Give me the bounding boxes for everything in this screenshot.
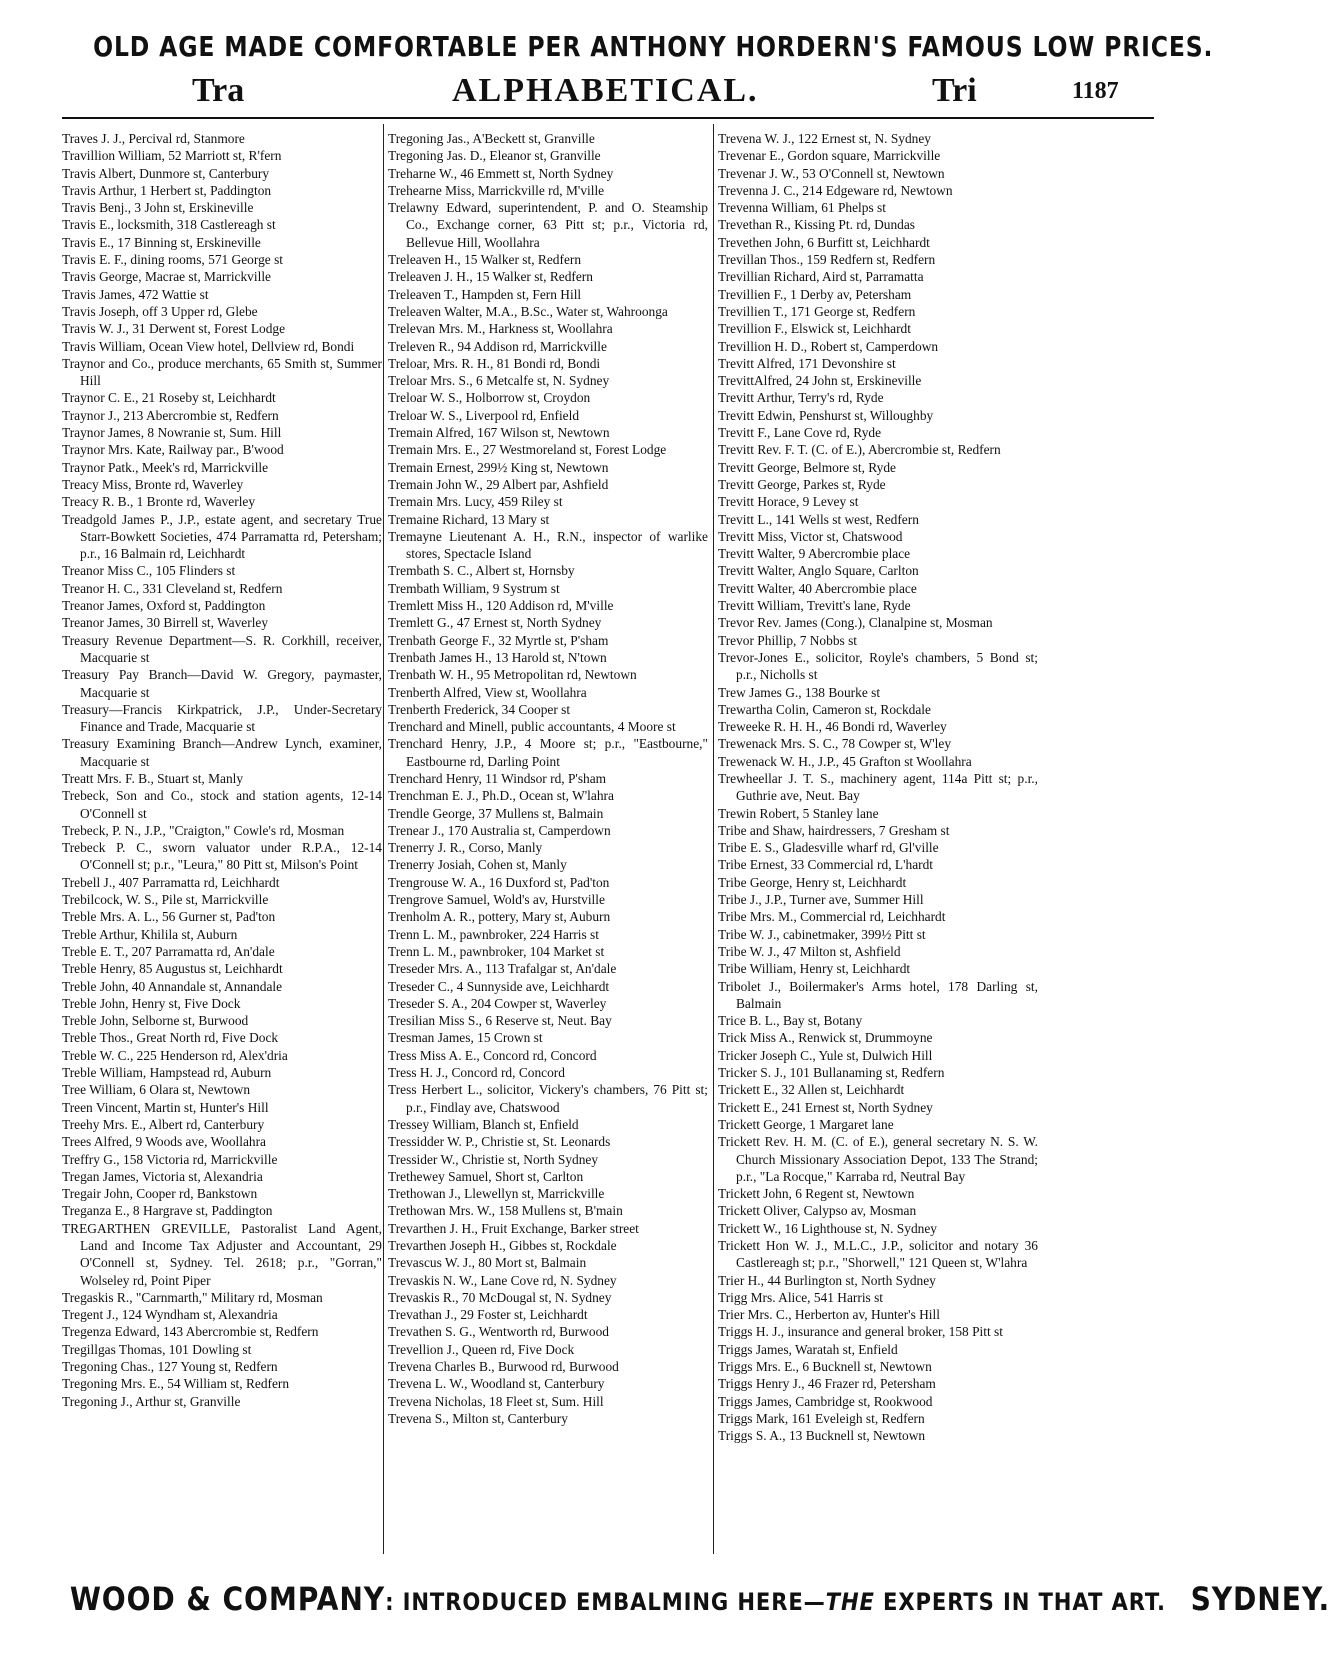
column-divider [383, 124, 384, 1554]
directory-entry: Trengrouse W. A., 16 Duxford st, Pad'ton [388, 874, 610, 890]
directory-entry: Trenchard Henry, J.P., 4 Moore st; p.r., "Eastbourne," Eastbourne rd, Darling Point [388, 736, 708, 769]
directory-entry: Trevethan R., Kissing Pt. rd, Dundas [718, 217, 916, 233]
directory-entry: Tregoning Jas., A'Beckett st, Granville [388, 131, 595, 146]
directory-entry: Trewenack Mrs. S. C., 78 Cowper st, W'ley [718, 736, 952, 752]
directory-entry: TREGARTHEN GREVILLE, Pastoralist Land Agent, Land and Income Tax Adjuster and Accountant, 29 O'Connell st, Sydney. Tel. 2618; p.r., "Gorran," Wolseley rd, Point Piper [62, 1220, 382, 1288]
directory-entry: Treble William, Hampstead rd, Auburn [62, 1065, 272, 1081]
directory-entry: Tribe J., J.P., Turner ave, Summer Hill [718, 892, 924, 908]
directory-entry: Tremaine Richard, 13 Mary st [388, 511, 550, 527]
directory-entry: Tribe W. J., cabinetmaker, 399½ Pitt st [718, 926, 926, 942]
directory-entry: Trevellion J., Queen rd, Five Dock [388, 1341, 575, 1357]
directory-entry: Treseder C., 4 Sunnyside ave, Leichhardt [388, 978, 610, 994]
directory-entry: Tresilian Miss S., 6 Reserve st, Neut. Bay [388, 1013, 612, 1029]
directory-entry: Trenn L. M., pawnbroker, 224 Harris st [388, 926, 599, 942]
header-title: ALPHABETICAL. [452, 72, 759, 109]
directory-entry: Triggs Henry J., 46 Frazer rd, Petersham [718, 1376, 936, 1392]
bottom-advertisement-banner [69, 1580, 1330, 1618]
directory-entry: Tregoning Mrs. E., 54 William st, Redfern [62, 1376, 290, 1392]
directory-entry: Triggs Mrs. E., 6 Bucknell st, Newtown [718, 1359, 932, 1375]
directory-entry: Tregenza Edward, 143 Abercrombie st, Redfern [62, 1324, 319, 1340]
page-number: 1187 [1072, 78, 1119, 104]
directory-entry: Trees Alfred, 9 Woods ave, Woollahra [62, 1134, 267, 1150]
directory-entry: Trevena L. W., Woodland st, Canterbury [388, 1376, 605, 1392]
directory-entry: Trevitt Walter, 9 Abercrombie place [718, 546, 911, 562]
directory-entry: Trevascus W. J., 80 Mort st, Balmain [388, 1255, 587, 1271]
directory-entry: Triggs James, Cambridge st, Rookwood [718, 1393, 933, 1409]
directory-entry: Trevitt Walter, Anglo Square, Carlton [718, 563, 919, 579]
header-divider [62, 117, 1154, 119]
header-right-guide-word: Tri [932, 72, 977, 109]
directory-entry: Trevena Nicholas, 18 Fleet st, Sum. Hill [388, 1393, 604, 1409]
directory-entry: Trewin Robert, 5 Stanley lane [718, 805, 879, 821]
directory-entry: Treasury Revenue Department—S. R. Corkhill, receiver, Macquarie st [62, 632, 382, 665]
directory-entry: Tregoning J., Arthur st, Granville [62, 1393, 241, 1409]
directory-entry: Trevitt Walter, 40 Abercrombie place [718, 580, 917, 596]
directory-entry: Tremain Mrs. E., 27 Westmoreland st, Forest Lodge [388, 442, 667, 458]
directory-entry: Treble Arthur, Khilila st, Auburn [62, 926, 238, 942]
directory-entry: Trickett W., 16 Lighthouse st, N. Sydney [718, 1220, 937, 1236]
directory-entry: Tressidder W. P., Christie st, St. Leonards [388, 1134, 611, 1150]
directory-entry: Traynor James, 8 Nowranie st, Sum. Hill [62, 425, 282, 441]
directory-entry: Travis James, 472 Wattie st [62, 286, 209, 302]
directory-entry: Trickett Rev. H. M. (C. of E.), general secretary N. S. W. Church Missionary Association Depot, 133 The Strand; p.r., "La Rocque," Karraba rd, Neutral Bay [718, 1134, 1038, 1184]
directory-entry: Trebeck, Son and Co., stock and station agents, 12-14 O'Connell st [62, 788, 382, 821]
directory-entry: Treanor H. C., 331 Cleveland st, Redfern [62, 580, 283, 596]
directory-entry: Tressider W., Christie st, North Sydney [388, 1151, 599, 1167]
directory-entry: Trengrove Samuel, Wold's av, Hurstville [388, 892, 605, 908]
directory-entry: Trice B. L., Bay st, Botany [718, 1013, 863, 1029]
directory-entry: Treble W. C., 225 Henderson rd, Alex'dria [62, 1047, 288, 1063]
directory-entry: Trevillien F., 1 Derby av, Petersham [718, 286, 912, 302]
directory-entry: Trevathen S. G., Wentworth rd, Burwood [388, 1324, 609, 1340]
directory-entry: Trethowan Mrs. W., 158 Mullens st, B'main [388, 1203, 623, 1219]
directory-entry: Trevitt Miss, Victor st, Chatswood [718, 528, 903, 544]
directory-entry: Trevathan J., 29 Foster st, Leichhardt [388, 1307, 588, 1323]
directory-entry: Treleaven T., Hampden st, Fern Hill [388, 286, 582, 302]
page-header [62, 72, 1152, 108]
directory-entry: Trenerry J. R., Corso, Manly [388, 840, 543, 856]
directory-entry: Triggs S. A., 13 Bucknell st, Newtown [718, 1428, 926, 1444]
directory-entry: Trevaskis R., 70 McDougal st, N. Sydney [388, 1289, 612, 1305]
directory-entry: Trevitt Edwin, Penshurst st, Willoughby [718, 407, 934, 423]
directory-entry: Traynor Mrs. Kate, Railway par., B'wood [62, 442, 284, 458]
directory-entry: Trevillion H. D., Robert st, Camperdown [718, 338, 939, 354]
directory-entry: Treweeke R. H. H., 46 Bondi rd, Waverley [718, 719, 947, 735]
directory-entry: Treseder Mrs. A., 113 Trafalgar st, An'dale [388, 961, 617, 977]
directory-entry: Tress Herbert L., solicitor, Vickery's chambers, 76 Pitt st; p.r., Findlay ave, Chatswood [388, 1082, 708, 1115]
advertiser-name: WOOD & COMPANY [69, 1580, 386, 1618]
directory-entry: Tregan James, Victoria st, Alexandria [62, 1168, 263, 1184]
directory-entry: Trebell J., 407 Parramatta rd, Leichhardt [62, 874, 280, 890]
directory-entry: Trembath William, 9 Systrum st [388, 580, 560, 596]
directory-entry: Tree William, 6 Olara st, Newtown [62, 1082, 251, 1098]
directory-entry: Trevenna William, 61 Phelps st [718, 200, 886, 216]
directory-entry: Travis E., 17 Binning st, Erskineville [62, 234, 261, 250]
directory-entry: Trewenack W. H., J.P., 45 Grafton st Woollahra [718, 753, 972, 769]
directory-entry: Trevenar E., Gordon square, Marrickville [718, 148, 941, 164]
directory-entry: Trevillian Richard, Aird st, Parramatta [718, 269, 924, 285]
directory-entry: Trethowan J., Llewellyn st, Marrickville [388, 1186, 605, 1202]
directory-entry: Tress Miss A. E., Concord rd, Concord [388, 1047, 597, 1063]
directory-column-3 [718, 130, 1038, 1445]
directory-entry: Trevor Rev. James (Cong.), Clanalpine st, Mosman [718, 615, 993, 631]
directory-entry: Trenear J., 170 Australia st, Camperdown [388, 822, 611, 838]
directory-entry: Travis Benj., 3 John st, Erskineville [62, 200, 254, 216]
directory-entry: Trevitt William, Trevitt's lane, Ryde [718, 598, 911, 614]
directory-entry: Trickett John, 6 Regent st, Newtown [718, 1186, 915, 1202]
advertiser-city: SYDNEY. [1190, 1580, 1330, 1618]
directory-entry: Tricker Joseph C., Yule st, Dulwich Hill [718, 1047, 933, 1063]
directory-entry: Treleaven Walter, M.A., B.Sc., Water st, Wahroonga [388, 303, 668, 319]
directory-entry: Trevenar J. W., 53 O'Connell st, Newtown [718, 165, 945, 181]
directory-entry: Trevor Phillip, 7 Nobbs st [718, 632, 858, 648]
directory-entry: Trevena W. J., 122 Ernest st, N. Sydney [718, 131, 932, 146]
directory-entry: Trebeck P. C., sworn valuator under R.P.A., 12-14 O'Connell st; p.r., "Leura," 80 Pitt st, Milson's Point [62, 840, 382, 873]
directory-entry: Trevillan Thos., 159 Redfern st, Redfern [718, 252, 936, 268]
directory-entry: Trenchard Henry, 11 Windsor rd, P'sham [388, 770, 607, 786]
advertisement-text: : INTRODUCED EMBALMING HERE— [385, 1588, 826, 1616]
directory-entry: Traves J. J., Percival rd, Stanmore [62, 131, 245, 146]
directory-entry: Treganza E., 8 Hargrave st, Paddington [62, 1203, 273, 1219]
directory-entry: Triggs Mark, 161 Eveleigh st, Redfern [718, 1410, 925, 1426]
directory-entry: Tribe and Shaw, hairdressers, 7 Gresham st [718, 822, 950, 838]
directory-entry: Tribe Ernest, 33 Commercial rd, L'hardt [718, 857, 934, 873]
directory-entry: Trenn L. M., pawnbroker, 104 Market st [388, 943, 605, 959]
directory-entry: Trick Miss A., Renwick st, Drummoyne [718, 1030, 933, 1046]
directory-entry: Tregoning Jas. D., Eleanor st, Granville [388, 148, 601, 164]
directory-entry: Trenchman E. J., Ph.D., Ocean st, W'lahra [388, 788, 614, 804]
directory-entry: Trenholm A. R., pottery, Mary st, Auburn [388, 909, 611, 925]
advertisement-emphasis: THE [825, 1588, 875, 1616]
directory-entry: Trebeck, P. N., J.P., "Craigton," Cowle's rd, Mosman [62, 822, 345, 838]
directory-entry: Triggs H. J., insurance and general broker, 158 Pitt st [718, 1324, 1003, 1340]
directory-entry: Treloar W. S., Holborrow st, Croydon [388, 390, 591, 406]
directory-entry: Trickett George, 1 Margaret lane [718, 1116, 894, 1132]
directory-entry: Treloar, Mrs. R. H., 81 Bondi rd, Bondi [388, 355, 601, 371]
directory-entry: Treloar Mrs. S., 6 Metcalfe st, N. Sydney [388, 373, 610, 389]
directory-entry: Trevitt F., Lane Cove rd, Ryde [718, 425, 882, 441]
directory-entry: Tremlett Miss H., 120 Addison rd, M'ville [388, 598, 614, 614]
directory-entry: Trenerry Josiah, Cohen st, Manly [388, 857, 567, 873]
directory-entry: Treble Henry, 85 Augustus st, Leichhardt [62, 961, 283, 977]
directory-entry: Trier H., 44 Burlington st, North Sydney [718, 1272, 936, 1288]
directory-entry: Tress H. J., Concord rd, Concord [388, 1065, 565, 1081]
directory-entry: Tremain Mrs. Lucy, 459 Riley st [388, 494, 563, 510]
directory-entry: Treseder S. A., 204 Cowper st, Waverley [388, 995, 607, 1011]
directory-entry: Trickett Oliver, Calypso av, Mosman [718, 1203, 917, 1219]
directory-entry: Traynor Patk., Meek's rd, Marrickville [62, 459, 269, 475]
directory-entry: Tregaskis R., "Carnmarth," Military rd, Mosman [62, 1289, 323, 1305]
directory-entry: Trevethen John, 6 Burfitt st, Leichhardt [718, 234, 930, 250]
directory-entry: Travillion William, 52 Marriott st, R'fern [62, 148, 282, 164]
directory-entry: Trendle George, 37 Mullens st, Balmain [388, 805, 604, 821]
directory-entry: Trenberth Alfred, View st, Woollahra [388, 684, 587, 700]
directory-entry: Trewheellar J. T. S., machinery agent, 114a Pitt st; p.r., Guthrie ave, Neut. Bay [718, 770, 1038, 804]
directory-entry: Trewartha Colin, Cameron st, Rockdale [718, 701, 931, 717]
directory-entry: Treatt Mrs. F. B., Stuart st, Manly [62, 770, 244, 786]
directory-entry: Travis Arthur, 1 Herbert st, Paddington [62, 182, 272, 198]
directory-entry: Travis E., locksmith, 318 Castlereagh st [62, 217, 276, 233]
directory-entry: Treacy Miss, Bronte rd, Waverley [62, 476, 244, 492]
directory-entry: Treacy R. B., 1 Bronte rd, Waverley [62, 494, 256, 510]
directory-entry: Tribolet J., Boilermaker's Arms hotel, 178 Darling st, Balmain [718, 978, 1038, 1011]
directory-entry: Treanor James, 30 Birrell st, Waverley [62, 615, 269, 631]
directory-entry: Trickett E., 241 Ernest st, North Sydney [718, 1099, 933, 1115]
header-left-guide-word: Tra [192, 72, 245, 109]
directory-entry: Treloar W. S., Liverpool rd, Enfield [388, 407, 580, 423]
directory-entry: Trigg Mrs. Alice, 541 Harris st [718, 1289, 884, 1305]
directory-entry: Trethewey Samuel, Short st, Carlton [388, 1168, 584, 1184]
directory-entry: Tremain Alfred, 167 Wilson st, Newtown [388, 425, 610, 441]
directory-entry: Trevor-Jones E., solicitor, Royle's chambers, 5 Bond st; p.r., Nicholls st [718, 649, 1038, 683]
directory-entry: Treen Vincent, Martin st, Hunter's Hill [62, 1099, 269, 1115]
directory-entry: Tremlett G., 47 Ernest st, North Sydney [388, 615, 602, 631]
directory-entry: Triggs James, Waratah st, Enfield [718, 1341, 898, 1357]
directory-entry: Tribe W. J., 47 Milton st, Ashfield [718, 943, 901, 959]
directory-entry: Trevitt Alfred, 171 Devonshire st [718, 355, 896, 371]
directory-entry: Treffry G., 158 Victoria rd, Marrickville [62, 1151, 278, 1167]
directory-entry: Treehy Mrs. E., Albert rd, Canterbury [62, 1116, 265, 1132]
directory-entry: Trickett Hon W. J., M.L.C., J.P., solicitor and notary 36 Castlereagh st; p.r., "Shorwell," 121 Queen st, W'lahra [718, 1238, 1038, 1271]
directory-entry: Trevarthen J. H., Fruit Exchange, Barker street [388, 1220, 639, 1236]
directory-entry: Trevenna J. C., 214 Edgeware rd, Newtown [718, 182, 953, 198]
directory-entry: Trevillien T., 171 George st, Redfern [718, 303, 916, 319]
directory-entry: Treasury—Francis Kirkpatrick, J.P., Under-Secretary Finance and Trade, Macquarie st [62, 701, 382, 735]
top-advertisement-banner: OLD AGE MADE COMFORTABLE PER ANTHONY HORDERN'S FAMOUS LOW PRICES. [93, 30, 1214, 63]
directory-entry: Treble Mrs. A. L., 56 Gurner st, Pad'ton [62, 909, 276, 925]
directory-entry: Travis E. F., dining rooms, 571 George st [62, 252, 283, 268]
directory-entry: Trevitt George, Belmore st, Ryde [718, 459, 896, 475]
directory-entry: Trenbath W. H., 95 Metropolitan rd, Newtown [388, 667, 637, 683]
directory-entry: Trevitt Rev. F. T. (C. of E.), Abercrombie st, Redfern [718, 442, 1001, 458]
directory-entry: Tribe William, Henry st, Leichhardt [718, 961, 911, 977]
directory-entry: Treanor James, Oxford st, Paddington [62, 598, 266, 614]
directory-entry: Trenberth Frederick, 34 Cooper st [388, 701, 571, 717]
directory-entry: Trenbath James H., 13 Harold st, N'town [388, 649, 607, 665]
directory-entry: Tribe E. S., Gladesville wharf rd, Gl'ville [718, 840, 939, 856]
directory-entry: Treble Thos., Great North rd, Five Dock [62, 1030, 279, 1046]
directory-entry: Traynor C. E., 21 Roseby st, Leichhardt [62, 390, 276, 406]
directory-entry: Tricker S. J., 101 Bullanaming st, Redfern [718, 1065, 945, 1081]
directory-entry: Tresman James, 15 Crown st [388, 1030, 543, 1046]
directory-column-1 [62, 130, 382, 1410]
directory-entry: Treble E. T., 207 Parramatta rd, An'dale [62, 943, 275, 959]
directory-entry: Trevitt Arthur, Terry's rd, Ryde [718, 390, 884, 406]
directory-entry: Trenchard and Minell, public accountants, 4 Moore st [388, 719, 676, 735]
directory-entry: Tribe Mrs. M., Commercial rd, Leichhardt [718, 909, 946, 925]
directory-entry: Trew James G., 138 Bourke st [718, 684, 881, 700]
directory-entry: Trickett E., 32 Allen st, Leichhardt [718, 1082, 905, 1098]
directory-entry: Treleven R., 94 Addison rd, Marrickville [388, 338, 607, 354]
directory-entry: Trevitt George, Parkes st, Ryde [718, 476, 886, 492]
directory-entry: Traynor and Co., produce merchants, 65 Smith st, Summer Hill [62, 355, 382, 389]
directory-entry: Trevitt L., 141 Wells st west, Redfern [718, 511, 919, 527]
directory-entry: Traynor J., 213 Abercrombie st, Redfern [62, 407, 279, 423]
directory-entry: Treadgold James P., J.P., estate agent, and secretary True Starr-Bowkett Societies, 474 Parramatta rd, Petersham; p.r., 16 Balmain rd, Leichhardt [62, 511, 382, 562]
directory-entry: Tregoning Chas., 127 Young st, Redfern [62, 1359, 278, 1375]
directory-entry: Tremain John W., 29 Albert par, Ashfield [388, 476, 609, 492]
directory-entry: Trembath S. C., Albert st, Hornsby [388, 563, 575, 579]
directory-entry: Treble John, Selborne st, Burwood [62, 1013, 249, 1029]
directory-entry: Treasury Pay Branch—David W. Gregory, paymaster, Macquarie st [62, 667, 382, 700]
directory-entry: TrevittAlfred, 24 John st, Erskineville [718, 373, 922, 389]
directory-entry: Treanor Miss C., 105 Flinders st [62, 563, 236, 579]
directory-entry: Treharne W., 46 Emmett st, North Sydney [388, 165, 614, 181]
directory-entry: Trelawny Edward, superintendent, P. and O. Steamship Co., Exchange corner, 63 Pitt st; p.r., Victoria rd, Bellevue Hill, Woollahra [388, 200, 708, 250]
directory-entry: Treasury Examining Branch—Andrew Lynch, examiner, Macquarie st [62, 736, 382, 769]
directory-entry: Travis William, Ocean View hotel, Dellview rd, Bondi [62, 338, 355, 354]
directory-entry: Treble John, Henry st, Five Dock [62, 995, 241, 1011]
column-divider [713, 124, 714, 1554]
directory-entry: Travis Joseph, off 3 Upper rd, Glebe [62, 303, 258, 319]
directory-entry: Tremayne Lieutenant A. H., R.N., inspector of warlike stores, Spectacle Island [388, 528, 708, 562]
directory-entry: Trevillion F., Elswick st, Leichhardt [718, 321, 911, 337]
directory-entry: Trenbath George F., 32 Myrtle st, P'sham [388, 632, 609, 648]
directory-entry: Trevitt Horace, 9 Levey st [718, 494, 859, 510]
directory-entry: Trehearne Miss, Marrickville rd, M'ville [388, 182, 605, 198]
directory-entry: Travis Albert, Dunmore st, Canterbury [62, 165, 270, 181]
directory-entry: Trevaskis N. W., Lane Cove rd, N. Sydney [388, 1272, 617, 1288]
advertisement-text-end: EXPERTS IN THAT ART. [874, 1588, 1166, 1616]
directory-entry: Tregair John, Cooper rd, Bankstown [62, 1186, 258, 1202]
directory-entry: Trevarthen Joseph H., Gibbes st, Rockdale [388, 1238, 617, 1253]
directory-column-2 [388, 130, 708, 1427]
directory-entry: Trebilcock, W. S., Pile st, Marrickville [62, 892, 269, 908]
directory-entry: Tremain Ernest, 299½ King st, Newtown [388, 459, 609, 475]
directory-entry: Treleaven J. H., 15 Walker st, Redfern [388, 269, 593, 285]
directory-entry: Travis W. J., 31 Derwent st, Forest Lodge [62, 321, 286, 337]
directory-entry: Treble John, 40 Annandale st, Annandale [62, 978, 283, 994]
directory-entry: Travis George, Macrae st, Marrickville [62, 269, 271, 285]
directory-entry: Treleaven H., 15 Walker st, Redfern [388, 252, 582, 268]
directory-entry: Trier Mrs. C., Herberton av, Hunter's Hill [718, 1307, 940, 1323]
directory-entry: Trevena Charles B., Burwood rd, Burwood [388, 1359, 619, 1375]
directory-entry: Tressey William, Blanch st, Enfield [388, 1116, 579, 1132]
directory-entry: Trelevan Mrs. M., Harkness st, Woollahra [388, 321, 613, 337]
directory-entry: Tregillgas Thomas, 101 Dowling st [62, 1341, 252, 1357]
directory-entry: Trevena S., Milton st, Canterbury [388, 1410, 568, 1426]
directory-entry: Tribe George, Henry st, Leichhardt [718, 874, 907, 890]
directory-entry: Tregent J., 124 Wyndham st, Alexandria [62, 1307, 278, 1323]
